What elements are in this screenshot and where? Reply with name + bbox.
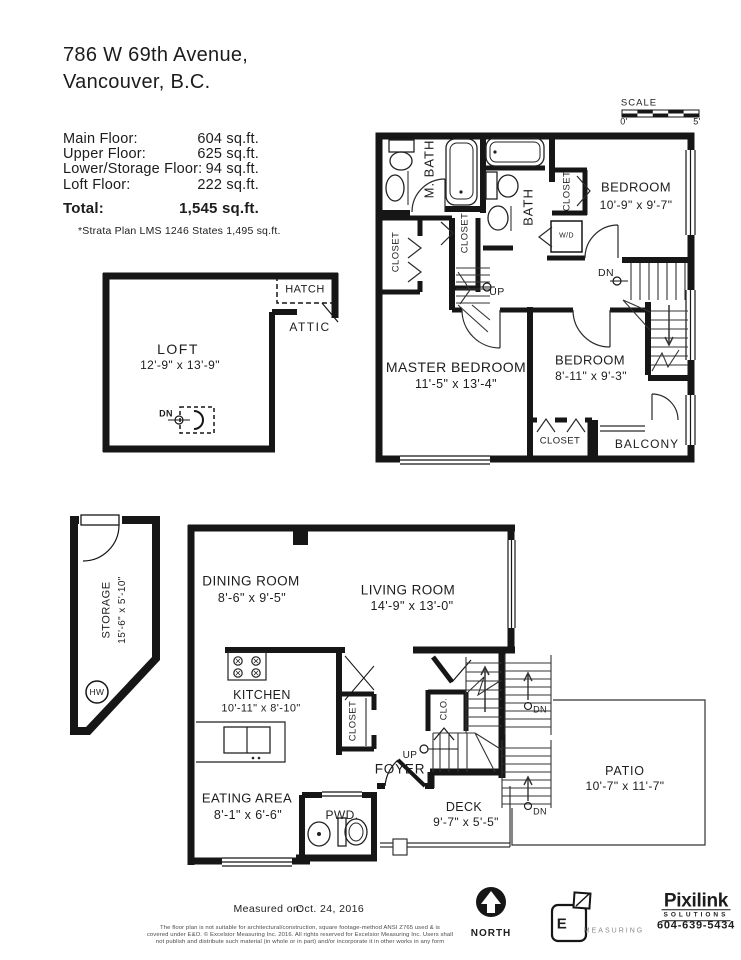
room-label-pwd: PWD. bbox=[325, 808, 359, 822]
measured-on-label: Measured on: bbox=[233, 902, 303, 915]
property-address bbox=[63, 42, 248, 96]
room-label-closet: CLOSET bbox=[539, 435, 581, 447]
stairs-up-label: UP bbox=[489, 285, 505, 298]
room-label-foyer: FOYER bbox=[374, 761, 426, 777]
pixilink-logo: Pixilink bbox=[663, 890, 729, 912]
room-label-bath: BATH bbox=[520, 188, 536, 226]
storage-plan bbox=[70, 512, 160, 735]
scale-end: 5' bbox=[693, 116, 701, 127]
pixilink-phone: 604-639-5434 bbox=[656, 919, 736, 932]
washer-dryer-label: W/D bbox=[559, 232, 574, 240]
area-label: Loft Floor: bbox=[63, 176, 131, 193]
pixilink-subtitle: SOLUTIONS bbox=[662, 909, 731, 921]
room-label-deck: DECK bbox=[445, 799, 483, 814]
room-label-bedroom: BEDROOM bbox=[555, 352, 625, 368]
scale-start: 0' bbox=[620, 116, 628, 127]
room-label-patio: PATIO bbox=[605, 763, 645, 778]
room-label-closet: CLOSET bbox=[459, 212, 471, 254]
table-row bbox=[63, 177, 259, 192]
hot-water-tank-label: HW bbox=[89, 686, 105, 697]
room-label-living: LIVING ROOM bbox=[360, 582, 456, 598]
measuring-logo-letter: E bbox=[556, 915, 568, 933]
stairs-dn-label: DN bbox=[159, 408, 173, 419]
total-value: 1,545 sq.ft. bbox=[179, 200, 259, 217]
stairs-dn-label: DN bbox=[533, 704, 547, 715]
hatch-label: HATCH bbox=[285, 283, 325, 296]
area-value: 625 sq.ft. bbox=[197, 146, 259, 163]
room-label-closet: CLOSET bbox=[390, 231, 402, 273]
room-label-bedroom: BEDROOM bbox=[601, 179, 671, 195]
area-label: Upper Floor: bbox=[63, 146, 146, 163]
table-row bbox=[63, 161, 259, 176]
room-dims-deck: 9'-7" x 5'-5" bbox=[433, 815, 499, 829]
room-dims-bedroom: 8'-11" x 9'-3" bbox=[555, 369, 627, 383]
room-label-closet: CLOSET bbox=[561, 170, 573, 212]
total-label: Total: bbox=[63, 200, 104, 217]
room-label-m-bath: M. BATH bbox=[421, 139, 437, 199]
room-dims-living: 14'-9" x 13'-0" bbox=[370, 598, 454, 613]
room-dims-kitchen: 10'-11" x 8'-10" bbox=[221, 702, 301, 715]
disclaimer-line: The floor plan is not suitable for architectural/construction, square footage-method ANSI Z765 used & is bbox=[160, 925, 440, 931]
stairs-up-label: UP bbox=[402, 750, 418, 761]
area-value: 222 sq.ft. bbox=[197, 176, 259, 193]
area-label: Main Floor: bbox=[63, 131, 138, 147]
room-dims-patio: 10'-7" x 11'-7" bbox=[585, 779, 665, 793]
area-value: 94 sq.ft. bbox=[205, 161, 259, 178]
floor-area-table bbox=[63, 131, 259, 192]
disclaimer-line: not publish and distribute such material (in whole or in part) and/or incorporate it in other works in any form bbox=[155, 939, 445, 945]
north-arrow bbox=[476, 887, 506, 917]
scale-label: SCALE bbox=[620, 97, 658, 109]
room-label-loft: LOFT bbox=[157, 341, 199, 357]
room-label-master-bedroom: MASTER BEDROOM bbox=[385, 359, 527, 375]
room-label-kitchen: KITCHEN bbox=[233, 687, 291, 702]
measuring-logo-wordmark: MEASURING bbox=[583, 927, 645, 935]
room-dims-loft: 12'-9" x 13'-9" bbox=[140, 358, 220, 372]
room-label-closet: CLOSET bbox=[347, 700, 359, 742]
stairs-dn-label: DN bbox=[598, 266, 614, 279]
room-label-clo: CLO. bbox=[438, 697, 449, 721]
address-line-1: 786 W 69th Avenue, bbox=[63, 44, 249, 66]
room-label-eating: EATING AREA bbox=[201, 790, 293, 806]
room-dims-eating: 8'-1" x 6'-6" bbox=[213, 807, 283, 822]
room-label-storage: STORAGE bbox=[100, 581, 113, 639]
scale-bar bbox=[622, 110, 699, 117]
loft-plan bbox=[103, 273, 338, 452]
table-row bbox=[63, 146, 259, 161]
address-line-2: Vancouver, B.C. bbox=[63, 71, 211, 93]
attic-label: ATTIC bbox=[289, 320, 331, 334]
measured-on-value: Oct. 24, 2016 bbox=[295, 902, 365, 915]
room-dims-dining: 8'-6" x 9'-5" bbox=[217, 590, 287, 605]
room-label-dining: DINING ROOM bbox=[202, 573, 300, 589]
disclaimer-line: covered under E&O. © Excelsior Measuring Inc. 2016. All rights reserved for Excelsior Measuring Inc. Users shall bbox=[146, 932, 454, 938]
area-value: 604 sq.ft. bbox=[197, 131, 259, 147]
table-row bbox=[63, 131, 259, 146]
room-label-balcony: BALCONY bbox=[614, 437, 680, 451]
room-dims-bedroom: 10'-9" x 9'-7" bbox=[599, 198, 673, 212]
room-dims-storage: 15'-6" x 5'-10" bbox=[117, 576, 128, 644]
room-dims-master-bedroom: 11'-5" x 13'-4" bbox=[415, 376, 497, 391]
total-row bbox=[63, 200, 259, 217]
stairs-dn-label: DN bbox=[533, 806, 547, 817]
area-label: Lower/Storage Floor: bbox=[63, 161, 203, 178]
strata-footnote: *Strata Plan LMS 1246 States 1,495 sq.ft. bbox=[78, 225, 281, 237]
north-label: NORTH bbox=[470, 928, 512, 939]
